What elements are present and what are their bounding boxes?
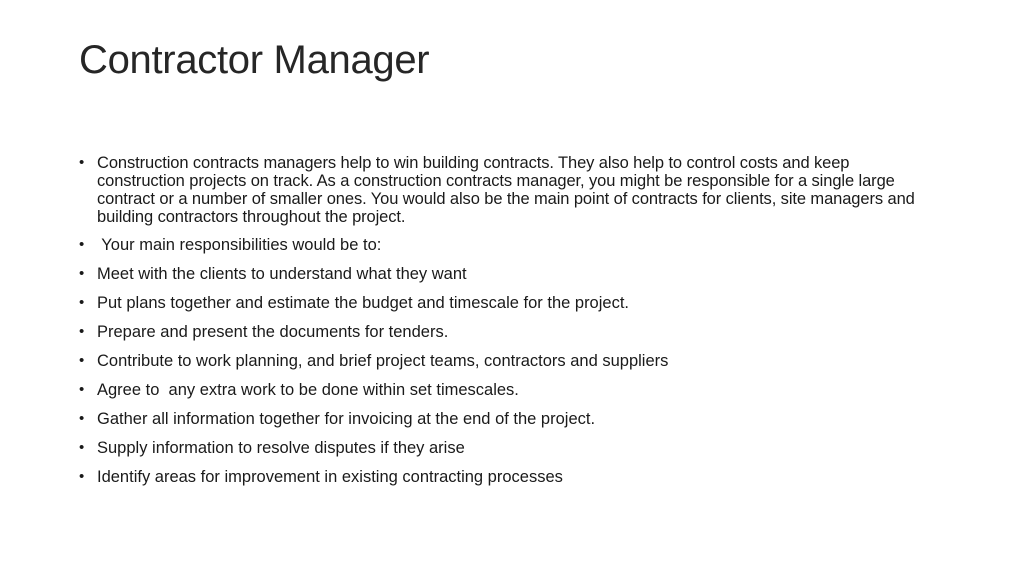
bullet-text: Prepare and present the documents for tenders. [97,323,449,341]
bullet-text: Meet with the clients to understand what they want [97,265,467,283]
bullet-text: Supply information to resolve disputes if they arise [97,439,465,457]
bullet-text: Put plans together and estimate the budget and timescale for the project. [97,294,629,312]
bullet-text: Contribute to work planning, and brief project teams, contractors and suppliers [97,352,669,370]
bullet-icon: • [79,323,85,340]
slide-title: Contractor Manager [79,38,430,82]
bullet-icon: • [79,468,85,485]
list-item [79,154,939,226]
bullet-icon: • [79,236,85,253]
bullet-text: Your main responsibilities would be to: [97,236,382,254]
bullet-icon: • [79,294,85,311]
bullet-text: Identify areas for improvement in existing contracting processes [97,468,563,486]
list-item [79,439,939,457]
list-item [79,468,939,486]
bullet-text: Construction contracts managers help to win building contracts. They also help to control costs and keep construction projects on track. As a construction contracts manager, you might be responsible for a single large contract or a number of smaller ones. You would also be the main point of contracts for clients, site managers and building contractors throughout the project. [97,154,915,226]
bullet-icon: • [79,352,85,369]
bullet-list [79,154,939,497]
bullet-icon: • [79,410,85,427]
list-item [79,323,939,341]
bullet-icon: • [79,265,85,282]
list-item [79,265,939,283]
bullet-text: Agree to any extra work to be done within set timescales. [97,381,519,399]
bullet-icon: • [79,154,85,171]
bullet-icon: • [79,381,85,398]
bullet-text: Gather all information together for invoicing at the end of the project. [97,410,596,428]
list-item [79,294,939,312]
list-item [79,236,939,254]
list-item [79,381,939,399]
list-item [79,410,939,428]
bullet-icon: • [79,439,85,456]
list-item [79,352,939,370]
